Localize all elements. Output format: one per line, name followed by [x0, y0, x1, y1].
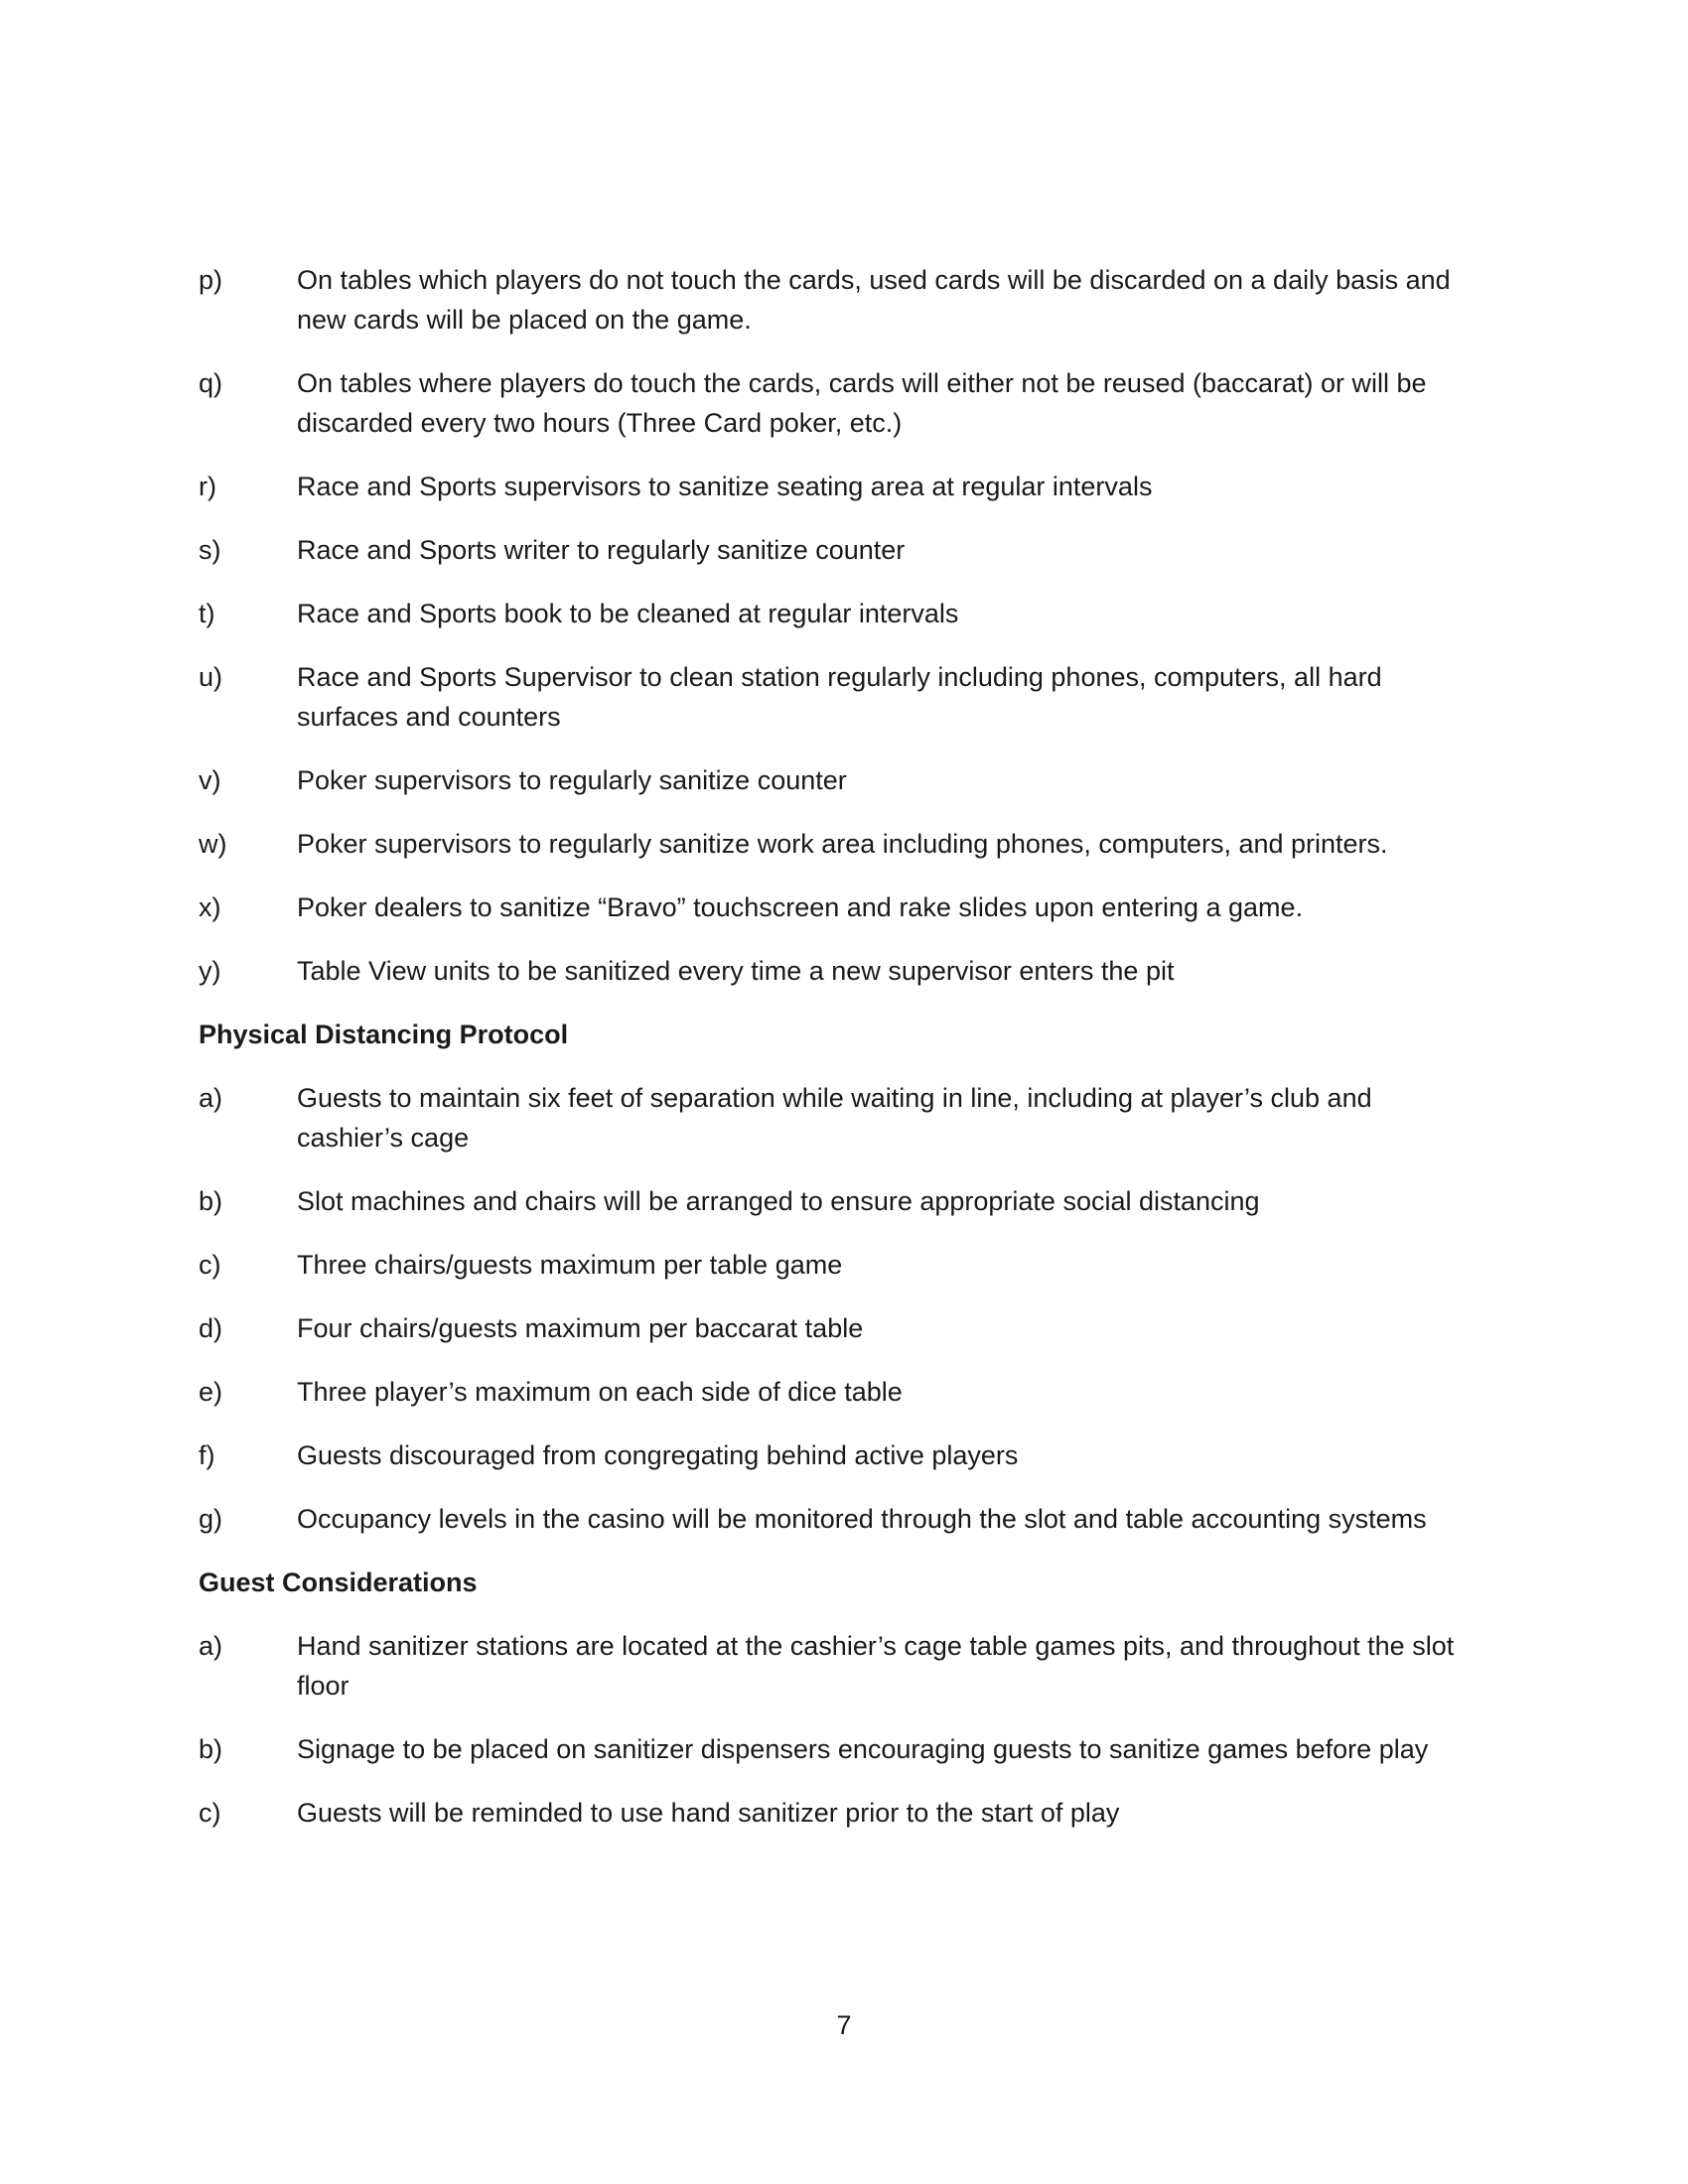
list-item-text: Four chairs/guests maximum per baccarat table: [297, 1313, 864, 1343]
list-item: [199, 1308, 1499, 1348]
list-marker: y): [199, 956, 221, 986]
list-item: [199, 1793, 1499, 1833]
list-marker: d): [199, 1313, 223, 1343]
list-item: [199, 530, 1499, 570]
list-item: [199, 594, 1499, 633]
list-item-text: Three player’s maximum on each side of dice table: [297, 1377, 903, 1407]
list-item-text: Three chairs/guests maximum per table game: [297, 1250, 843, 1280]
list-marker: b): [199, 1734, 223, 1764]
list-item-text: Hand sanitizer stations are located at the cashier’s cage table games pits, and throughout the slot floor: [297, 1631, 1455, 1701]
list-item-text: Poker supervisors to regularly sanitize counter: [297, 765, 847, 795]
list-marker: a): [199, 1083, 223, 1113]
distancing-section: [199, 1015, 1499, 1539]
list-item-text: Guests to maintain six feet of separation while waiting in line, including at player’s club and cashier’s cage: [297, 1083, 1372, 1153]
guest-section: [199, 1563, 1499, 1833]
list-item-text: On tables where players do touch the cards, cards will either not be reused (baccarat) or will be discarded every two hours (Three Card poker, etc.): [297, 368, 1427, 438]
list-item: [199, 363, 1499, 443]
list-item: [199, 887, 1499, 927]
list-item-text: Poker supervisors to regularly sanitize work area including phones, computers, and printers.: [297, 829, 1388, 859]
list-item-text: Guests discouraged from congregating behind active players: [297, 1440, 1019, 1470]
list-marker: p): [199, 265, 223, 295]
list-marker: q): [199, 368, 223, 398]
list-item-text: Occupancy levels in the casino will be monitored through the slot and table accounting systems: [297, 1504, 1427, 1534]
list-marker: a): [199, 1631, 223, 1661]
list-marker: b): [199, 1186, 223, 1216]
list-item: [199, 467, 1499, 506]
list-marker: g): [199, 1504, 223, 1534]
list-item-text: Poker dealers to sanitize “Bravo” touchscreen and rake slides upon entering a game.: [297, 892, 1304, 922]
list-item: [199, 260, 1499, 340]
section-heading: Guest Considerations: [199, 1568, 478, 1597]
page-content: [199, 260, 1499, 1856]
list-item: [199, 657, 1499, 737]
cleaning-list: [199, 260, 1499, 991]
list-item: [199, 951, 1499, 991]
list-item: [199, 1499, 1499, 1539]
list-item: [199, 1078, 1499, 1158]
list-item-text: Race and Sports book to be cleaned at regular intervals: [297, 599, 959, 628]
section-heading: Physical Distancing Protocol: [199, 1020, 569, 1049]
list-marker: c): [199, 1250, 221, 1280]
list-marker: f): [199, 1440, 215, 1470]
list-marker: s): [199, 535, 221, 565]
list-marker: w): [199, 829, 227, 859]
list-item: [199, 1181, 1499, 1221]
list-item-text: Signage to be placed on sanitizer dispensers encouraging guests to sanitize games before play: [297, 1734, 1429, 1764]
list-item-text: Slot machines and chairs will be arranged to ensure appropriate social distancing: [297, 1186, 1260, 1216]
page-number: 7: [836, 2010, 852, 2040]
list-item: [199, 760, 1499, 800]
list-marker: v): [199, 765, 221, 795]
list-marker: e): [199, 1377, 223, 1407]
list-item: [199, 1626, 1499, 1706]
list-item-text: Guests will be reminded to use hand sanitizer prior to the start of play: [297, 1798, 1120, 1828]
list-item-text: Race and Sports Supervisor to clean station regularly including phones, computers, all hard surfaces and counters: [297, 662, 1382, 732]
list-marker: t): [199, 599, 215, 628]
list-item: [199, 1435, 1499, 1475]
list-item: [199, 1245, 1499, 1285]
list-item: [199, 1372, 1499, 1412]
list-item-text: On tables which players do not touch the cards, used cards will be discarded on a daily basis and new cards will be placed on the game.: [297, 265, 1451, 335]
list-marker: x): [199, 892, 221, 922]
list-marker: r): [199, 472, 216, 501]
list-item-text: Table View units to be sanitized every time a new supervisor enters the pit: [297, 956, 1175, 986]
list-marker: u): [199, 662, 223, 692]
list-item: [199, 1729, 1499, 1769]
list-marker: c): [199, 1798, 221, 1828]
list-item-text: Race and Sports writer to regularly sanitize counter: [297, 535, 906, 565]
list-item-text: Race and Sports supervisors to sanitize seating area at regular intervals: [297, 472, 1153, 501]
list-item: [199, 824, 1499, 864]
